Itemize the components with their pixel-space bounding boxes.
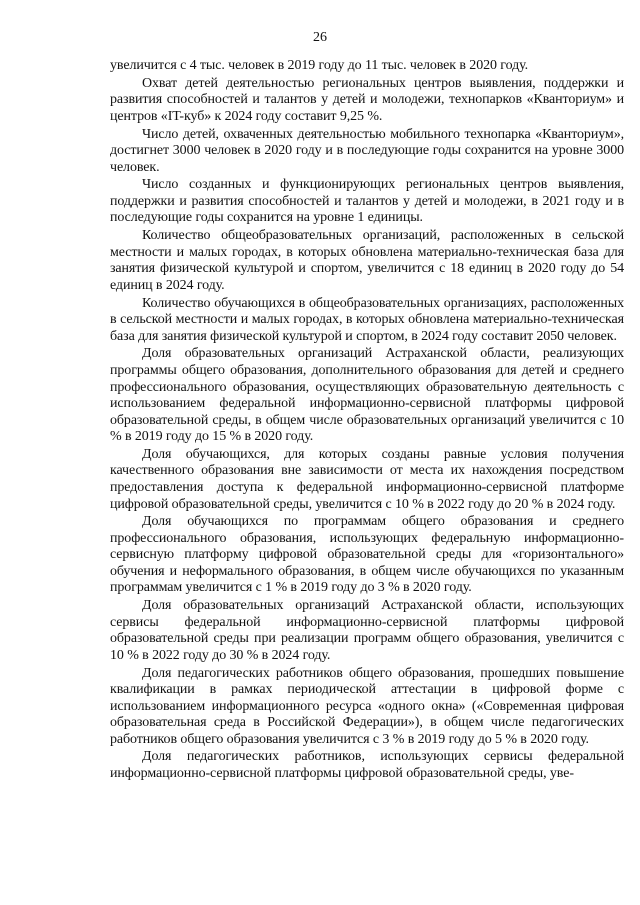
body-text: [110, 58, 624, 784]
paragraph: Число созданных и функционирующих региональных центров выявления, поддержки и развития способностей и талантов у детей и молодежи, в 2021 году и в последующие годы сохранится на уровне 1 единицы.: [110, 177, 624, 226]
paragraph: увеличится с 4 тыс. человек в 2019 году до 11 тыс. человек в 2020 году.: [110, 58, 529, 73]
paragraph: Доля педагогических работников, использующих сервисы федеральной информационно-сервисной платформы цифровой образовательной среды, уве-: [110, 749, 624, 782]
paragraph: Число детей, охваченных деятельностью мобильного технопарка «Кванториум», достигнет 3000 человек в 2020 году и в последующие годы сохранится на уровне 3000 человек.: [110, 126, 624, 175]
paragraph: Количество обучающихся в общеобразовательных организациях, расположенных в сельской местности и малых городах, в которых обновлена материально-техническая база для занятия физической культурой и спортом, в 2024 году составит 2050 человек.: [110, 295, 624, 344]
paragraph: Доля образовательных организаций Астраханской области, реализующих программы общего образования, дополнительного образования для детей и среднего профессионального образования, осуществляющих образовательную деятельность с использованием федеральной информационно-сервисной платформы цифровой образовательной среды, в общем числе образовательных организаций увеличится с 10 % в 2019 году до 15 % в 2020 году.: [110, 346, 624, 445]
page-number: 26: [313, 30, 327, 45]
paragraph: Доля образовательных организаций Астраханской области, использующих сервисы федеральной информационно-сервисной платформы цифровой образовательной среды при реализации программ общего образования, увеличится с 10 % в 2022 году до 30 % в 2024 году.: [110, 598, 624, 663]
paragraph: Доля педагогических работников общего образования, прошедших повышение квалификации в рамках периодической аттестации в цифровой форме с использованием информационного ресурса «одного окна» («Современная цифровая образовательная среда в Российской Федерации»), в общем числе педагогических работников общего образования увеличится с 3 % в 2019 году до 5 % в 2020 году.: [110, 665, 624, 747]
paragraph: Охват детей деятельностью региональных центров выявления, поддержки и развития способностей и талантов у детей и молодежи, технопарков «Кванториум» и центров «IT-куб» к 2024 году составит 9,25 %.: [110, 75, 624, 124]
paragraph: Количество общеобразовательных организаций, расположенных в сельской местности и малых городах, в которых обновлена материально-техническая база для занятия физической культурой и спортом, увеличится с 18 единиц в 2020 году до 54 единиц в 2024 году.: [110, 228, 624, 293]
paragraph: Доля обучающихся по программам общего образования и среднего профессионального образования, использующих федеральную информационно-сервисную платформу цифровой образовательной среды для «горизонтального» обучения и неформального образования, в общем числе обучающихся по указанным программам увеличится с 1 % в 2019 году до 3 % в 2020 году.: [110, 514, 624, 596]
paragraph: Доля обучающихся, для которых созданы равные условия получения качественного образования вне зависимости от места их нахождения посредством предоставления доступа к федеральной информационно-сервисной платформе цифровой образовательной среды, увеличится с 10 % в 2022 году до 20 % в 2024 году.: [110, 446, 624, 512]
